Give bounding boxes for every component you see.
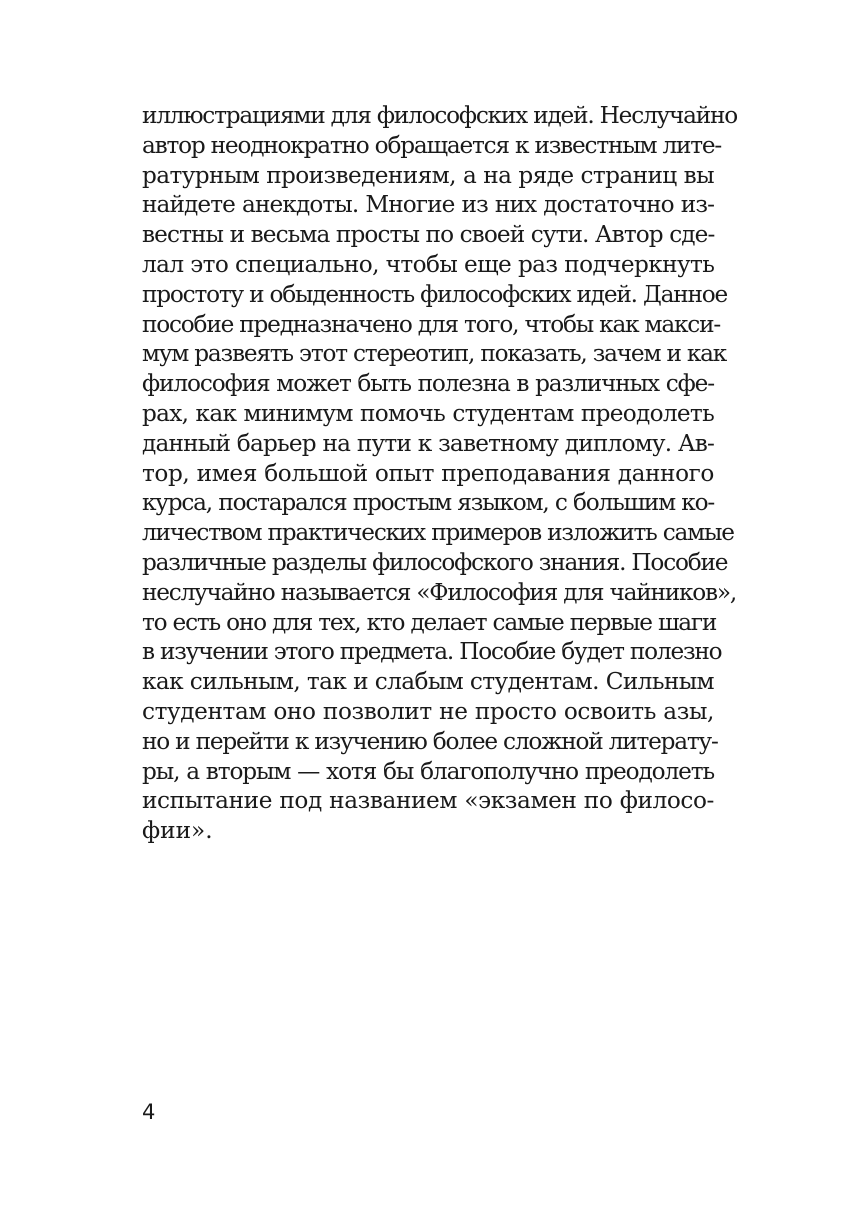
text-line: иллюстрациями для философских идей. Неслучайно: [142, 102, 737, 129]
text-line: курса, постарался простым языком, с большим ко-: [142, 489, 714, 517]
text-line: но и перейти к изучению более сложной литерату-: [142, 727, 718, 755]
text-line: в изучении этого предмета. Пособие будет полезно: [142, 638, 722, 666]
text-line: автор неоднократно обращается к известным лите-: [142, 131, 722, 159]
text-line: мум развеять этот стереотип, показать, зачем и как: [142, 340, 727, 368]
text-line: философия может быть полезна в различных сфе-: [142, 370, 714, 398]
text-line: различные разделы философского знания. Пособие: [142, 548, 728, 576]
page-number: 4: [142, 1100, 156, 1124]
text-line: личеством практических примеров изложить самые: [142, 519, 734, 547]
text-line: тор, имея большой опыт преподавания данного: [142, 459, 714, 487]
text-line: неслучайно называется «Философия для чайников»,: [142, 578, 737, 606]
text-line: ры, а вторым — хотя бы благополучно преодолеть: [142, 757, 714, 785]
text-line: то есть оно для тех, кто делает самые первые шаги: [142, 608, 717, 636]
text-line: данный барьер на пути к заветному диплому. Ав-: [142, 429, 714, 457]
text-line: рах, как минимум помочь студентам преодолеть: [142, 399, 714, 427]
text-line: испытание под названием «экзамен по филосо-: [142, 787, 714, 815]
text-line: как сильным, так и слабым студентам. Сильным: [142, 668, 714, 696]
text-line: вестны и весьма просты по своей сути. Автор сде-: [142, 221, 715, 249]
text-line: простоту и обыденность философских идей. Данное: [142, 280, 728, 308]
text-line: ратурным произведениям, а на ряде страниц вы: [142, 161, 714, 189]
text-line: пособие предназначено для того, чтобы как макси-: [142, 310, 720, 338]
text-line: найдете анекдоты. Многие из них достаточно из-: [142, 191, 714, 219]
text-line: лал это специально, чтобы еще раз подчеркнуть: [142, 250, 715, 278]
text-line: студентам оно позволит не просто освоить азы,: [142, 697, 714, 725]
text-line: фии».: [142, 817, 213, 845]
body-paragraph: [142, 101, 737, 846]
